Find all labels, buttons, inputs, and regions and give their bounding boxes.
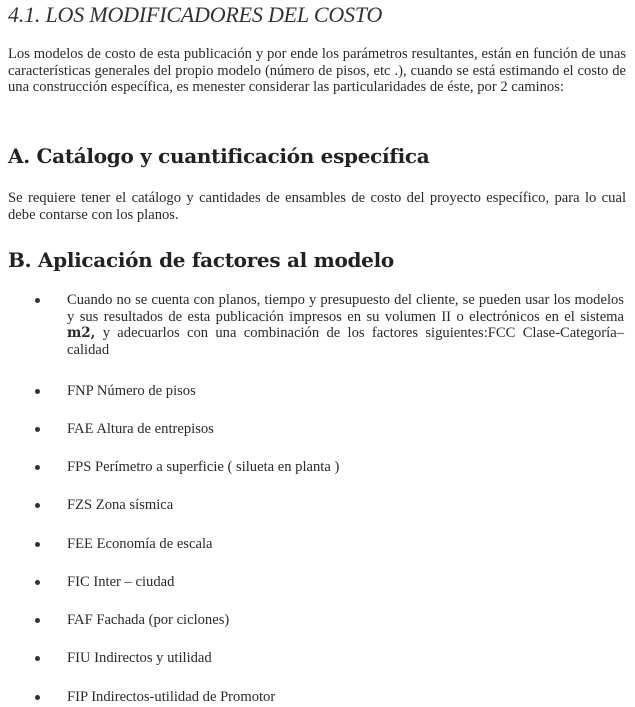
list-item-text [67, 292, 624, 358]
list-item-text: FIU Indirectos y utilidad [67, 650, 212, 666]
list-item-text: FAF Fachada (por ciclones) [67, 612, 230, 628]
list-item-text: FIP Indirectos-utilidad de Promotor [67, 689, 276, 705]
list-item-text: FPS Perímetro a superficie ( silueta en planta ) [67, 459, 340, 475]
list-item-text: FAE Altura de entrepisos [67, 421, 214, 437]
section-a-paragraph: Se requiere tener el catálogo y cantidades de ensambles de costo del proyecto específico, para lo cual debe contarse con los planos. [8, 190, 626, 223]
list-item-text: FZS Zona sísmica [67, 497, 174, 513]
intro-paragraph: Los modelos de costo de esta publicación y por ende los parámetros resultantes, están en función de unas características generales del propio modelo (número de pisos, etc .), cuando se está estimando el costo de una construcción específica, es menester considerar las particularidades de éste, por 2 caminos: [8, 46, 626, 96]
list-item-text: FIC Inter – ciudad [67, 574, 175, 590]
list-item-text: FNP Número de pisos [67, 383, 196, 399]
heading-b: B. Aplicación de factores al modelo [8, 248, 394, 272]
list-item-text-part: Cuando no se cuenta con planos, tiempo y presupuesto del cliente, se pueden usar los modelos y sus resultados de esta publicación impresos en su volumen II o electrónicos en el sistema [67, 292, 624, 325]
heading-a: A. Catálogo y cuantificación específica [8, 144, 430, 168]
list-item-text-part: y adecuarlos con una combinación de los factores siguientes:FCC Clase-Categoría–calidad [67, 325, 624, 358]
list-item-text: FEE Economía de escala [67, 536, 213, 552]
m2-bold: m2, [67, 325, 96, 342]
section-title: 4.1. LOS MODIFICADORES DEL COSTO [8, 2, 383, 27]
